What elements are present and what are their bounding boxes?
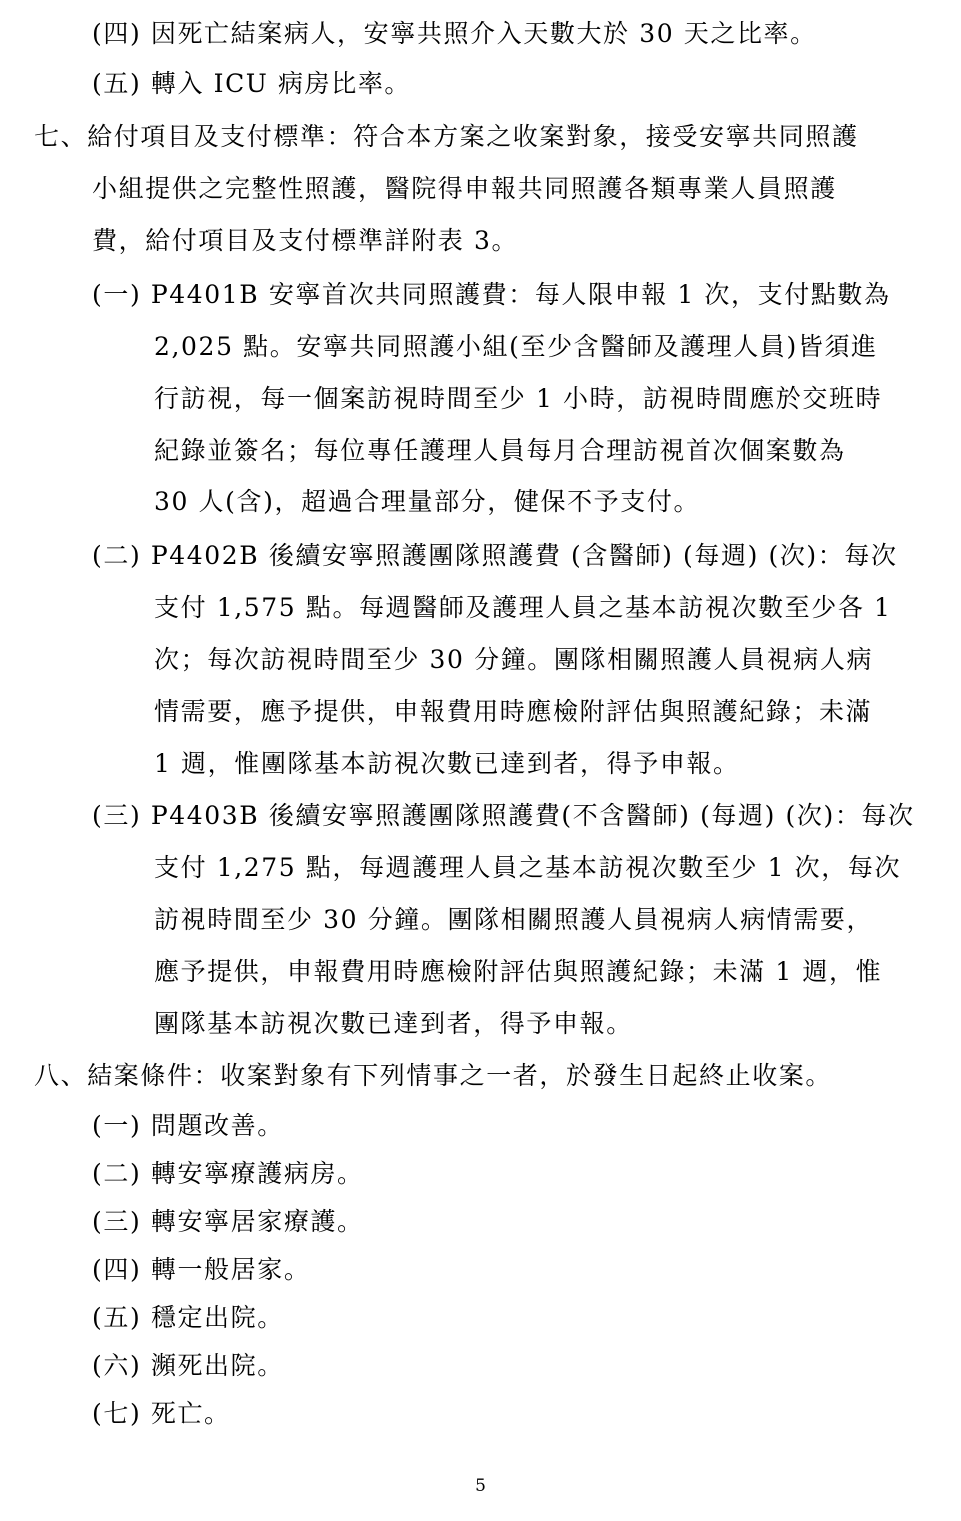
sec7-item1-line-1: (一) P4401B 安寧首次共同照護費：每人限申報 1 次，支付點數為 [92,280,891,309]
sec8-item-5: (五) 穩定出院。 [92,1303,284,1332]
sec7-item3-line-3: 訪視時間至少 30 分鐘。團隊相關照護人員視病人病情需要， [154,905,874,934]
sec7-item3-line-1: (三) P4403B 後續安寧照護團隊照護費(不含醫師) (每週) (次)：每次 [92,801,915,830]
sec6-item-5: (五) 轉入 ICU 病房比率。 [92,69,412,98]
sec7-item1-line-3: 行訪視，每一個案訪視時間至少 1 小時，訪視時間應於交班時 [154,384,883,413]
sec8-item-6: (六) 瀕死出院。 [92,1351,284,1380]
sec7-item1-line-5: 30 人(含)，超過合理量部分，健保不予支付。 [154,487,701,516]
sec7-item1-line-4: 紀錄並簽名；每位專任護理人員每月合理訪視首次個案數為 [154,436,846,465]
sec6-item-4: (四) 因死亡結案病人，安寧共照介入天數大於 30 天之比率。 [92,19,817,48]
sec7-item1-line-2: 2,025 點。安寧共同照護小組(至少含醫師及護理人員)皆須進 [154,332,878,361]
sec7-item3-line-4: 應予提供，申報費用時應檢附評估與照護紀錄；未滿 1 週，惟 [154,957,883,986]
sec8-heading: 八、結案條件：收案對象有下列情事之一者，於發生日起終止收案。 [34,1061,833,1090]
page-number: 5 [475,1476,486,1496]
sec7-item2-line-5: 1 週，惟團隊基本訪視次數已達到者，得予申報。 [154,749,740,778]
sec7-heading-line-1: 七、給付項目及支付標準：符合本方案之收案對象，接受安寧共同照護 [34,122,859,151]
sec7-item2-line-4: 情需要，應予提供，申報費用時應檢附評估與照護紀錄；未滿 [154,697,873,726]
sec7-heading-line-2: 小組提供之完整性照護，醫院得申報共同照護各類專業人員照護 [92,174,837,203]
sec7-item2-line-1: (二) P4402B 後續安寧照護團隊照護費 (含醫師) (每週) (次)：每次 [92,541,898,570]
sec7-item3-line-2: 支付 1,275 點，每週護理人員之基本訪視次數至少 1 次，每次 [154,853,902,882]
sec7-item3-line-5: 團隊基本訪視次數已達到者，得予申報。 [154,1009,633,1038]
sec7-item2-line-2: 支付 1,575 點。每週醫師及護理人員之基本訪視次數至少各 1 [154,593,892,622]
sec8-item-7: (七) 死亡。 [92,1399,231,1428]
sec8-item-4: (四) 轉一般居家。 [92,1255,311,1284]
sec7-item2-line-3: 次；每次訪視時間至少 30 分鐘。團隊相關照護人員視病人病 [154,645,874,674]
sec8-item-1: (一) 問題改善。 [92,1111,284,1140]
sec8-item-2: (二) 轉安寧療護病房。 [92,1159,364,1188]
sec8-item-3: (三) 轉安寧居家療護。 [92,1207,364,1236]
sec7-heading-line-3: 費，給付項目及支付標準詳附表 3。 [92,226,519,255]
